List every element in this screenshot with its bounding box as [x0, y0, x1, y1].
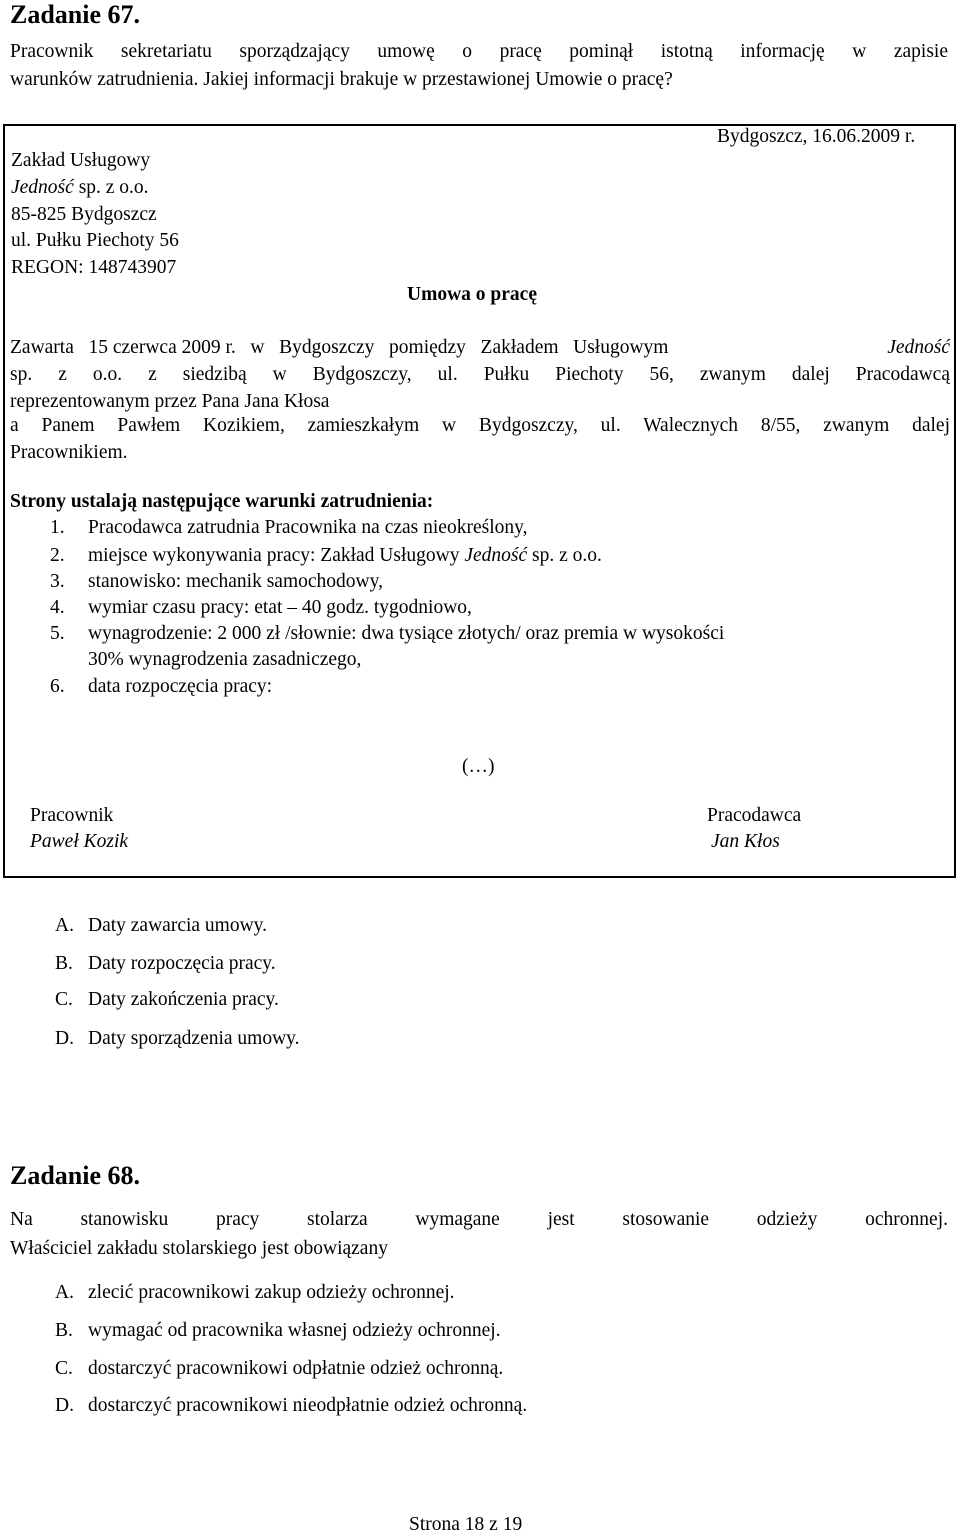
contract-title: Umowa o pracę: [407, 284, 537, 305]
employee-label: Pracownik: [30, 805, 114, 826]
option-letter: B.: [55, 953, 73, 974]
contract-body-line1-text: Zawarta 15 czerwca 2009 r. w Bydgoszczy pomiędzy Zakładem Usługowym: [10, 337, 669, 358]
option-text: Daty zawarcia umowy.: [88, 915, 268, 936]
employee-name: Paweł Kozik: [30, 831, 129, 852]
task-68-title: Zadanie 68.: [10, 1161, 141, 1190]
option-letter: B.: [55, 1320, 73, 1341]
term-text: wynagrodzenie: 2 000 zł /słownie: dwa tysiące złotych/ oraz premia w wysokości: [88, 623, 725, 644]
contract-body-line4: a Panem Pawłem Kozikiem, zamieszkałym w Bydgoszczy, ul. Walecznych 8/55, zwanym dalej: [10, 415, 950, 436]
term-text: stanowisko: mechanik samochodowy,: [88, 571, 383, 592]
term-text: [88, 545, 602, 567]
contract-body-line5: Pracownikiem.: [10, 442, 128, 463]
term-text: data rozpoczęcia pracy:: [88, 676, 273, 697]
employer-street: ul. Pułku Piechoty 56: [11, 230, 179, 251]
option-letter: D.: [55, 1028, 74, 1049]
place-date: Bydgoszcz, 16.06.2009 r.: [717, 126, 916, 147]
term-number: 6.: [50, 676, 65, 697]
employer-name: Zakład Usługowy: [11, 150, 151, 171]
option-text: wymagać od pracownika własnej odzieży ochronnej.: [88, 1320, 501, 1341]
option-letter: A.: [55, 915, 74, 936]
term-number: 2.: [50, 545, 65, 566]
option-letter: A.: [55, 1282, 74, 1303]
task-68-question-line2: Właściciel zakładu stolarskiego jest obowiązany: [10, 1238, 388, 1259]
term-number: 5.: [50, 623, 65, 644]
employer-signer: Jan Kłos: [711, 831, 780, 852]
option-text: dostarczyć pracownikowi odpłatnie odzież ochronną.: [88, 1358, 504, 1379]
term-text-suffix: sp. z o.o.: [532, 545, 602, 566]
term-text-continuation: 30% wynagrodzenia zasadniczego,: [88, 649, 362, 670]
terms-heading: Strony ustalają następujące warunki zatrudnienia:: [10, 491, 434, 512]
employer-company-name: Jedność: [11, 177, 74, 198]
contract-body-line3: reprezentowanym przez Pana Jana Kłosa: [10, 391, 330, 412]
option-letter: C.: [55, 989, 73, 1010]
term-text-company: Jedność: [464, 545, 528, 566]
task-67-question-line1: Pracownik sekretariatu sporządzający umowę o pracę pominął istotną informację w zapisie: [10, 41, 948, 62]
ellipsis: (…): [462, 756, 495, 777]
option-text: Daty zakończenia pracy.: [88, 989, 279, 1010]
page-number: Strona 18 z 19: [409, 1514, 523, 1535]
task-67-title: Zadanie 67.: [10, 0, 141, 29]
option-text: Daty sporządzenia umowy.: [88, 1028, 300, 1049]
option-text: dostarczyć pracownikowi nieodpłatnie odzież ochronną.: [88, 1395, 528, 1416]
term-number: 3.: [50, 571, 65, 592]
term-number: 1.: [50, 517, 65, 538]
contract-body-line1-company: Jedność: [887, 337, 950, 358]
contract-body-line2: sp. z o.o. z siedzibą w Bydgoszczy, ul. Pułku Piechoty 56, zwanym dalej Pracodawcą: [10, 364, 950, 385]
employer-label: Pracodawca: [707, 805, 802, 826]
employer-company: [11, 177, 149, 199]
term-text: Pracodawca zatrudnia Pracownika na czas nieokreślony,: [88, 517, 528, 538]
task-67-question-line2: warunków zatrudnienia. Jakiej informacji brakuje w przestawionej Umowie o pracę?: [10, 69, 673, 90]
contract-body-line1: [10, 337, 950, 359]
employer-company-suffix: sp. z o.o.: [78, 177, 149, 198]
term-text: wymiar czasu pracy: etat – 40 godz. tygodniowo,: [88, 597, 472, 618]
employer-regon: REGON: 148743907: [11, 257, 177, 278]
employer-postal: 85-825 Bydgoszcz: [11, 204, 157, 225]
option-text: Daty rozpoczęcia pracy.: [88, 953, 276, 974]
term-text-main: miejsce wykonywania pracy: Zakład Usługowy: [88, 545, 460, 566]
option-letter: C.: [55, 1358, 73, 1379]
option-letter: D.: [55, 1395, 74, 1416]
task-68-question-line1: Na stanowisku pracy stolarza wymagane jest stosowanie odzieży ochronnej.: [10, 1209, 948, 1230]
term-number: 4.: [50, 597, 65, 618]
option-text: zlecić pracownikowi zakup odzieży ochronnej.: [88, 1282, 455, 1303]
